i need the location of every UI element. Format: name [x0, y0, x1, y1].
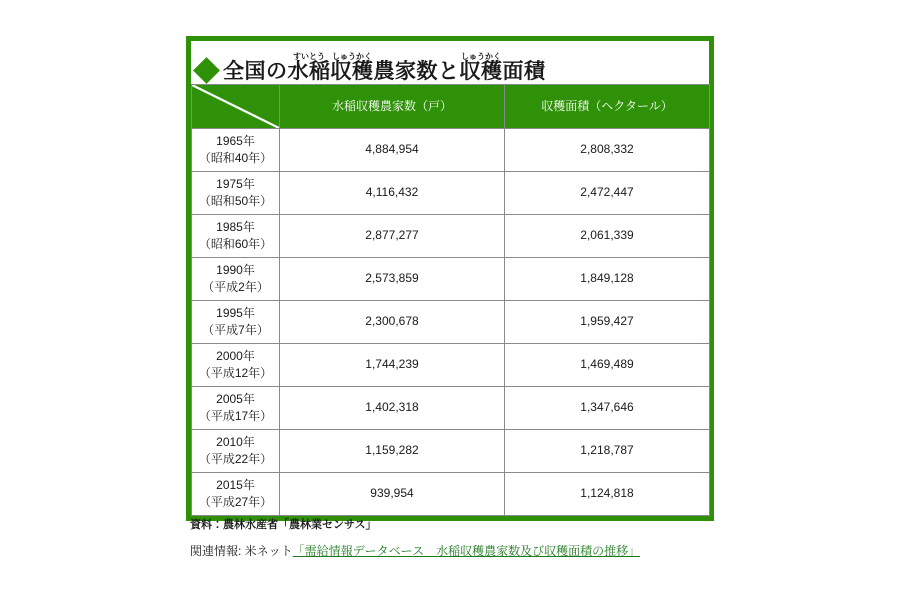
year-japanese-era: （平成22年）: [198, 452, 273, 466]
column-header-farms: 水稲収穫農家数（戸）: [280, 85, 505, 129]
year-western: 1990年: [216, 262, 255, 277]
table-body: [192, 129, 710, 516]
cell-area: 1,849,128: [505, 258, 710, 301]
cell-year: [192, 344, 280, 387]
year-japanese-era: （昭和40年）: [198, 151, 273, 165]
cell-farms: 2,573,859: [280, 258, 505, 301]
title-ruby-segment: 収穫しゅうかく: [459, 52, 503, 83]
year-japanese-era: （昭和60年）: [198, 237, 273, 251]
year-japanese-era: （平成27年）: [198, 495, 273, 509]
year-japanese-era: （平成17年）: [198, 409, 273, 423]
cell-farms: 939,954: [280, 473, 505, 516]
title-segment: 農家数と: [373, 60, 460, 83]
cell-farms: 2,877,277: [280, 215, 505, 258]
source-note: 資料：農林水産省「農林業センサス」: [190, 519, 377, 531]
cell-year: [192, 387, 280, 430]
table-row: [192, 129, 710, 172]
cell-area: 1,124,818: [505, 473, 710, 516]
year-japanese-era: （昭和50年）: [198, 194, 273, 208]
title-ruby-text: しゅうかく: [459, 52, 503, 61]
year-western: 2005年: [216, 391, 255, 406]
cell-year: [192, 301, 280, 344]
year-japanese-era: （平成7年）: [202, 323, 269, 337]
related-info-note: [190, 542, 790, 559]
table-row: [192, 215, 710, 258]
table-header: [192, 85, 710, 129]
cell-farms: 1,159,282: [280, 430, 505, 473]
year-japanese-era: （平成12年）: [198, 366, 273, 380]
year-western: 1985年: [216, 219, 255, 234]
cell-year: [192, 129, 280, 172]
cell-area: 1,218,787: [505, 430, 710, 473]
cell-year: [192, 215, 280, 258]
title-ruby-segment: 水稲すいとう: [287, 52, 331, 83]
title-segment: 全国の: [223, 60, 288, 83]
title-ruby-text: しゅうかく: [330, 52, 374, 61]
page-title: [223, 52, 546, 82]
year-western: 2010年: [216, 434, 255, 449]
year-western: 1975年: [216, 176, 255, 191]
diamond-bullet-icon: [193, 57, 220, 84]
cell-area: 2,472,447: [505, 172, 710, 215]
year-western: 2015年: [216, 477, 255, 492]
year-western: 2000年: [216, 348, 255, 363]
cell-year: [192, 473, 280, 516]
cell-area: 1,469,489: [505, 344, 710, 387]
table-corner-cell: [192, 85, 280, 129]
data-panel: [186, 36, 714, 521]
diagonal-line-icon: [192, 85, 279, 128]
cell-year: [192, 172, 280, 215]
panel-title-bar: [191, 41, 709, 84]
table-row: [192, 301, 710, 344]
cell-area: 2,061,339: [505, 215, 710, 258]
year-western: 1995年: [216, 305, 255, 320]
table-header-row: [192, 85, 710, 129]
table-row: [192, 172, 710, 215]
year-japanese-era: （平成2年）: [202, 280, 269, 294]
cell-area: 1,959,427: [505, 301, 710, 344]
cell-farms: 1,402,318: [280, 387, 505, 430]
column-header-area: 収穫面積（ヘクタール）: [505, 85, 710, 129]
cell-farms: 4,884,954: [280, 129, 505, 172]
title-ruby-segment: 収穫しゅうかく: [330, 52, 374, 83]
table-row: [192, 387, 710, 430]
table-row: [192, 430, 710, 473]
year-western: 1965年: [216, 133, 255, 148]
table-row: [192, 473, 710, 516]
cell-farms: 4,116,432: [280, 172, 505, 215]
title-ruby-text: すいとう: [287, 52, 331, 61]
related-info-label: 関連情報: 米ネット: [190, 544, 293, 558]
footer-notes: [190, 516, 790, 559]
cell-area: 1,347,646: [505, 387, 710, 430]
cell-farms: 2,300,678: [280, 301, 505, 344]
table-row: [192, 344, 710, 387]
related-info-link[interactable]: 「需給情報データベース 水稲収穫農家数及び収穫面積の推移」: [292, 544, 641, 558]
cell-year: [192, 430, 280, 473]
title-segment: 面積: [502, 60, 546, 83]
table-row: [192, 258, 710, 301]
cell-area: 2,808,332: [505, 129, 710, 172]
cell-farms: 1,744,239: [280, 344, 505, 387]
harvest-data-table: [191, 84, 710, 516]
cell-year: [192, 258, 280, 301]
